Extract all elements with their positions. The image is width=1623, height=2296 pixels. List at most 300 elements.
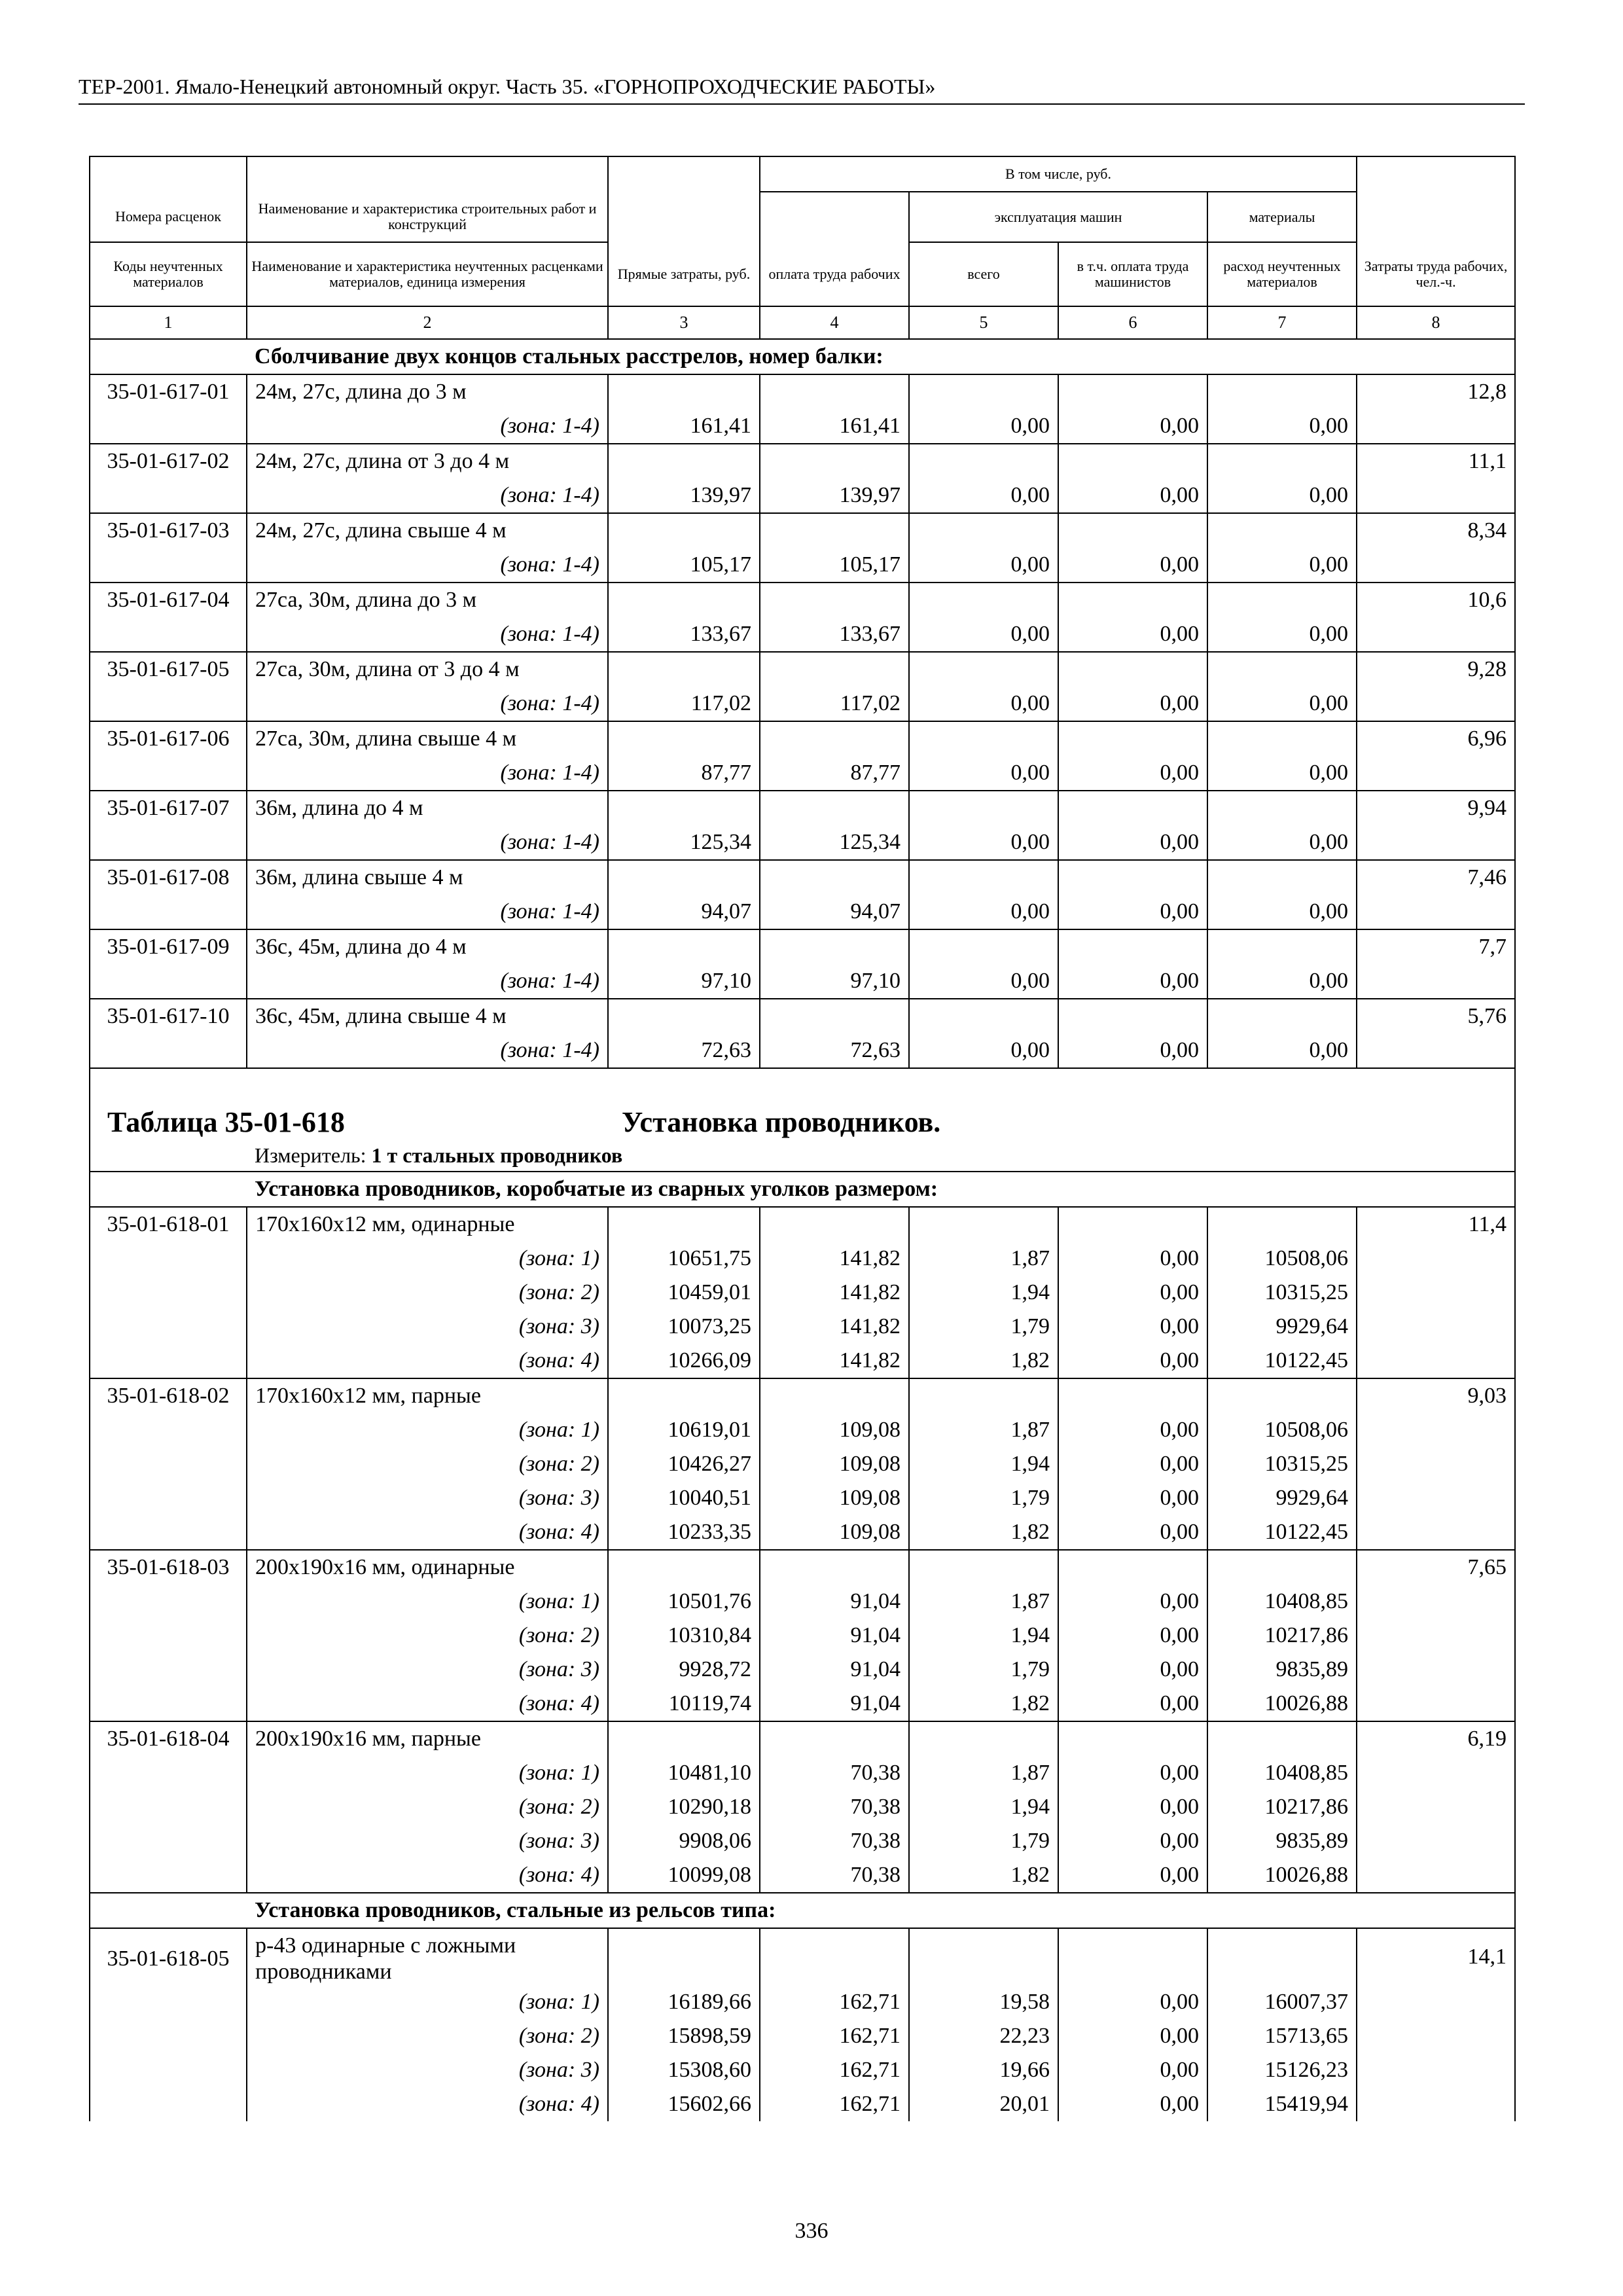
rate-description: 27са, 30м, длина от 3 до 4 м: [247, 652, 608, 687]
blank-cell: [1207, 1721, 1357, 1756]
machines-total: 0,00: [909, 964, 1058, 999]
zone-label: (зона: 2): [247, 1276, 608, 1310]
zone-label: (зона: 2): [247, 1447, 608, 1481]
operator-pay: 0,00: [1058, 756, 1207, 791]
measure: [247, 1142, 1515, 1172]
direct-cost: 15898,59: [608, 2019, 760, 2053]
blank-cell: [909, 583, 1058, 617]
measure-value: 1 т стальных проводников: [371, 1143, 623, 1167]
machines-total: 1,94: [909, 1276, 1058, 1310]
rate-code: 35-01-617-03: [90, 513, 247, 548]
materials-cost: 10026,88: [1207, 1858, 1357, 1893]
direct-cost: 16189,66: [608, 1985, 760, 2019]
labor-pay: 87,77: [760, 756, 909, 791]
materials-cost: 10026,88: [1207, 1687, 1357, 1721]
materials-cost: 0,00: [1207, 756, 1357, 791]
blank-cell: [1357, 548, 1515, 583]
blank-cell: [1207, 1378, 1357, 1413]
blank-cell: [1058, 652, 1207, 687]
machines-total: 1,87: [909, 1585, 1058, 1619]
operator-pay: 0,00: [1058, 2019, 1207, 2053]
col5-header: всего: [909, 242, 1058, 306]
labor-pay: 72,63: [760, 1033, 909, 1068]
blank-cell: [760, 652, 909, 687]
blank-cell: [909, 791, 1058, 825]
blank-cell: [1058, 999, 1207, 1033]
direct-cost: 10099,08: [608, 1858, 760, 1893]
labor-pay: 162,71: [760, 2019, 909, 2053]
section-heading: Сболчивание двух концов стальных расстрелов, номер балки:: [247, 339, 1515, 374]
blank-cell: [909, 1207, 1058, 1242]
blank-cell: [90, 756, 247, 791]
blank-cell: [760, 791, 909, 825]
zone-label: (зона: 3): [247, 1310, 608, 1344]
direct-cost: 10040,51: [608, 1481, 760, 1515]
table-body: [90, 156, 1515, 2121]
zone-label: (зона: 1): [247, 1585, 608, 1619]
blank-cell: [909, 374, 1058, 409]
operator-pay: 0,00: [1058, 1824, 1207, 1858]
machines-total: 1,87: [909, 1756, 1058, 1790]
col-number: 1: [90, 306, 247, 339]
materials-cost: 0,00: [1207, 617, 1357, 652]
blank-cell: [90, 1033, 247, 1068]
blank-cell: [1058, 791, 1207, 825]
col-number: 3: [608, 306, 760, 339]
labor-cost: 14,1: [1357, 1928, 1515, 1985]
rate-code: 35-01-617-01: [90, 374, 247, 409]
direct-cost: 10619,01: [608, 1413, 760, 1447]
materials-cost: 10408,85: [1207, 1585, 1357, 1619]
zone-label: (зона: 2): [247, 1619, 608, 1653]
zone-label: (зона: 3): [247, 1481, 608, 1515]
labor-pay: 70,38: [760, 1858, 909, 1893]
blank-cell: [1357, 1276, 1515, 1310]
header-row-1: [90, 156, 1515, 192]
blank-cell: [608, 860, 760, 895]
labor-cost: 6,19: [1357, 1721, 1515, 1756]
rate-description: 170х160х12 мм, парные: [247, 1378, 608, 1413]
machines-total: 1,94: [909, 1619, 1058, 1653]
zone-row: [90, 2087, 1515, 2121]
operator-pay: 0,00: [1058, 1585, 1207, 1619]
materials-cost: 9835,89: [1207, 1653, 1357, 1687]
operator-pay: 0,00: [1058, 2053, 1207, 2087]
blank-cell: [1357, 1790, 1515, 1824]
operator-pay: 0,00: [1058, 409, 1207, 444]
zone-row: [90, 548, 1515, 583]
operator-pay: 0,00: [1058, 1515, 1207, 1550]
zone-label: (зона: 3): [247, 1653, 608, 1687]
rate-code: 35-01-617-05: [90, 652, 247, 687]
labor-pay: 161,41: [760, 409, 909, 444]
materials-cost: 10217,86: [1207, 1619, 1357, 1653]
blank-cell: [1207, 860, 1357, 895]
blank-cell: [90, 1985, 247, 2019]
machines-total: 1,94: [909, 1790, 1058, 1824]
col-number: 6: [1058, 306, 1207, 339]
operator-pay: 0,00: [1058, 1985, 1207, 2019]
blank-cell: [608, 721, 760, 756]
direct-cost: 10481,10: [608, 1756, 760, 1790]
labor-cost: 10,6: [1357, 583, 1515, 617]
rate-row: [90, 374, 1515, 409]
direct-cost: 10233,35: [608, 1515, 760, 1550]
blank-cell: [1357, 2019, 1515, 2053]
rate-description: 36м, длина свыше 4 м: [247, 860, 608, 895]
incl-group-header: В том числе, руб.: [760, 156, 1357, 192]
labor-pay: 109,08: [760, 1413, 909, 1447]
zone-label: (зона: 1-4): [247, 895, 608, 929]
rate-code: 35-01-618-01: [90, 1207, 247, 1242]
zone-row: [90, 1585, 1515, 1619]
materials-cost: 16007,37: [1207, 1985, 1357, 2019]
machines-total: 1,79: [909, 1310, 1058, 1344]
zone-label: (зона: 1): [247, 1413, 608, 1447]
zone-label: (зона: 1): [247, 1242, 608, 1276]
blank-cell: [760, 1550, 909, 1585]
operator-pay: 0,00: [1058, 1653, 1207, 1687]
page-number: 336: [794, 2219, 829, 2243]
blank-cell: [90, 2019, 247, 2053]
blank-cell: [90, 1242, 247, 1276]
labor-cost: 7,65: [1357, 1550, 1515, 1585]
blank-cell: [760, 1378, 909, 1413]
blank-cell: [90, 1585, 247, 1619]
rate-row: [90, 652, 1515, 687]
materials-cost: 10508,06: [1207, 1242, 1357, 1276]
labor-pay: 117,02: [760, 687, 909, 721]
labor-pay: 91,04: [760, 1687, 909, 1721]
machines-total: 0,00: [909, 548, 1058, 583]
blank-cell: [90, 409, 247, 444]
zone-label: (зона: 4): [247, 1344, 608, 1378]
labor-pay: 70,38: [760, 1824, 909, 1858]
direct-cost: 9908,06: [608, 1824, 760, 1858]
blank-cell: [90, 895, 247, 929]
blank-cell: [90, 1756, 247, 1790]
blank-cell: [608, 1550, 760, 1585]
blank-cell: [90, 2087, 247, 2121]
operator-pay: 0,00: [1058, 1481, 1207, 1515]
blank-cell: [909, 1721, 1058, 1756]
direct-cost: 10073,25: [608, 1310, 760, 1344]
rate-code: 35-01-618-03: [90, 1550, 247, 1585]
machines-total: 19,66: [909, 2053, 1058, 2087]
blank-cell: [90, 617, 247, 652]
table-title-row: [90, 1068, 1515, 1142]
machines-total: 0,00: [909, 895, 1058, 929]
materials-cost: 10315,25: [1207, 1447, 1357, 1481]
zone-row: [90, 409, 1515, 444]
blank-cell: [90, 548, 247, 583]
column-number-row: [90, 306, 1515, 339]
blank-cell: [1207, 583, 1357, 617]
col1-bottom-header: Коды неучтенных материалов: [90, 242, 247, 306]
table-title: [90, 1068, 1515, 1142]
zone-row: [90, 1687, 1515, 1721]
blank-cell: [1207, 1928, 1357, 1985]
materials-cost: 10408,85: [1207, 1756, 1357, 1790]
operator-pay: 0,00: [1058, 1344, 1207, 1378]
machines-total: 0,00: [909, 1033, 1058, 1068]
materials-cost: 10122,45: [1207, 1515, 1357, 1550]
direct-cost: 10266,09: [608, 1344, 760, 1378]
rate-code: 35-01-617-08: [90, 860, 247, 895]
operator-pay: 0,00: [1058, 1276, 1207, 1310]
direct-cost: 9928,72: [608, 1653, 760, 1687]
zone-row: [90, 825, 1515, 860]
materials-cost: 10315,25: [1207, 1276, 1357, 1310]
zone-row: [90, 1858, 1515, 1893]
zone-row: [90, 1985, 1515, 2019]
blank-cell: [1357, 964, 1515, 999]
labor-pay: 70,38: [760, 1790, 909, 1824]
blank-cell: [1058, 374, 1207, 409]
direct-cost: 87,77: [608, 756, 760, 791]
blank-cell: [1357, 2087, 1515, 2121]
blank-cell: [1357, 1653, 1515, 1687]
rate-code: 35-01-618-05: [90, 1928, 247, 1985]
machines-total: 0,00: [909, 825, 1058, 860]
direct-cost: 117,02: [608, 687, 760, 721]
section-heading-row: [90, 339, 1515, 374]
blank-cell: [1207, 1550, 1357, 1585]
labor-pay: 125,34: [760, 825, 909, 860]
labor-pay: 141,82: [760, 1242, 909, 1276]
zone-label: (зона: 4): [247, 1515, 608, 1550]
blank-cell: [1357, 1481, 1515, 1515]
zone-label: (зона: 3): [247, 1824, 608, 1858]
labor-pay: 141,82: [760, 1344, 909, 1378]
zone-label: (зона: 1-4): [247, 825, 608, 860]
measure-row: [90, 1142, 1515, 1172]
running-header: ТЕР-2001. Ямало-Ненецкий автономный округ. Часть 35. «ГОРНОПРОХОДЧЕСКИЕ РАБОТЫ»: [79, 73, 1525, 105]
blank-cell: [1207, 721, 1357, 756]
zone-label: (зона: 3): [247, 2053, 608, 2087]
zone-row: [90, 1413, 1515, 1447]
direct-cost: 125,34: [608, 825, 760, 860]
zone-row: [90, 1481, 1515, 1515]
operator-pay: 0,00: [1058, 1447, 1207, 1481]
zone-label: (зона: 1-4): [247, 548, 608, 583]
zone-label: (зона: 2): [247, 1790, 608, 1824]
col4-header: оплата труда рабочих: [760, 242, 909, 306]
blank-cell: [1058, 721, 1207, 756]
zone-row: [90, 1619, 1515, 1653]
blank-cell: [90, 1687, 247, 1721]
blank-cell: [608, 583, 760, 617]
blank-cell: [1058, 1378, 1207, 1413]
blank-cell: [1357, 1344, 1515, 1378]
zone-row: [90, 2053, 1515, 2087]
direct-cost: 105,17: [608, 548, 760, 583]
zone-label: (зона: 1-4): [247, 617, 608, 652]
rate-row: [90, 1721, 1515, 1756]
blank-cell: [90, 964, 247, 999]
operator-pay: 0,00: [1058, 1413, 1207, 1447]
rate-code: 35-01-617-10: [90, 999, 247, 1033]
blank-cell: [909, 1378, 1058, 1413]
direct-cost: 15602,66: [608, 2087, 760, 2121]
machines-total: 20,01: [909, 2087, 1058, 2121]
blank-cell: [1357, 478, 1515, 513]
zone-row: [90, 1344, 1515, 1378]
blank-cell: [1357, 895, 1515, 929]
blank-cell: [90, 1413, 247, 1447]
operator-pay: 0,00: [1058, 687, 1207, 721]
labor-pay: 162,71: [760, 1985, 909, 2019]
section-heading: Установка проводников, коробчатые из сварных уголков размером:: [247, 1172, 1515, 1207]
machines-total: 0,00: [909, 756, 1058, 791]
direct-cost: 10119,74: [608, 1687, 760, 1721]
operator-pay: 0,00: [1058, 548, 1207, 583]
zone-row: [90, 756, 1515, 791]
rate-description: 170х160х12 мм, одинарные: [247, 1207, 608, 1242]
operator-pay: 0,00: [1058, 1756, 1207, 1790]
blank-cell: [90, 825, 247, 860]
blank-cell: [90, 1653, 247, 1687]
rate-code: 35-01-617-02: [90, 444, 247, 478]
machines-total: 1,82: [909, 1858, 1058, 1893]
rate-description: 24м, 27с, длина до 3 м: [247, 374, 608, 409]
labor-pay: 133,67: [760, 617, 909, 652]
blank-cell: [760, 1721, 909, 1756]
materials-cost: 0,00: [1207, 687, 1357, 721]
operator-pay: 0,00: [1058, 895, 1207, 929]
materials-cost: 15419,94: [1207, 2087, 1357, 2121]
blank-cell: [760, 721, 909, 756]
machines-total: 1,79: [909, 1653, 1058, 1687]
direct-cost: 139,97: [608, 478, 760, 513]
materials-cost: 15713,65: [1207, 2019, 1357, 2053]
machines-total: 22,23: [909, 2019, 1058, 2053]
blank-cell: [1357, 617, 1515, 652]
machines-total: 0,00: [909, 409, 1058, 444]
blank-cell: [608, 999, 760, 1033]
blank-cell: [1357, 756, 1515, 791]
col7-header: расход неучтенных материалов: [1207, 242, 1357, 306]
blank-cell: [90, 1142, 247, 1172]
blank-cell: [1058, 583, 1207, 617]
blank-cell: [1207, 999, 1357, 1033]
labor-pay: 109,08: [760, 1447, 909, 1481]
operator-pay: 0,00: [1058, 1242, 1207, 1276]
blank-cell: [1357, 687, 1515, 721]
direct-cost: 161,41: [608, 409, 760, 444]
col2-bottom-header: Наименование и характеристика неучтенных расценками материалов, единица измерения: [247, 242, 608, 306]
direct-cost: 97,10: [608, 964, 760, 999]
rate-code: 35-01-618-04: [90, 1721, 247, 1756]
rate-row: [90, 513, 1515, 548]
rate-code: 35-01-617-04: [90, 583, 247, 617]
labor-cost: 7,46: [1357, 860, 1515, 895]
blank-cell: [608, 444, 760, 478]
blank-cell: [1207, 791, 1357, 825]
rate-description: 24м, 27с, длина от 3 до 4 м: [247, 444, 608, 478]
blank-cell: [608, 374, 760, 409]
rate-row: [90, 444, 1515, 478]
zone-row: [90, 1276, 1515, 1310]
materials-cost: 9929,64: [1207, 1481, 1357, 1515]
blank-cell: [1357, 1585, 1515, 1619]
rates-table: [89, 156, 1516, 2121]
labor-pay: 91,04: [760, 1585, 909, 1619]
operator-pay: 0,00: [1058, 1310, 1207, 1344]
rate-row: [90, 1378, 1515, 1413]
materials-cost: 0,00: [1207, 478, 1357, 513]
labor-cost: 9,03: [1357, 1378, 1515, 1413]
zone-label: (зона: 1-4): [247, 964, 608, 999]
zone-row: [90, 617, 1515, 652]
rate-row: [90, 791, 1515, 825]
labor-pay: 70,38: [760, 1756, 909, 1790]
blank-cell: [760, 374, 909, 409]
direct-cost: 10459,01: [608, 1276, 760, 1310]
blank-cell: [90, 1310, 247, 1344]
materials-cost: 0,00: [1207, 825, 1357, 860]
direct-cost: 94,07: [608, 895, 760, 929]
machines-total: 1,82: [909, 1687, 1058, 1721]
rate-description: 27са, 30м, длина свыше 4 м: [247, 721, 608, 756]
blank-cell: [1357, 1515, 1515, 1550]
blank-cell: [909, 513, 1058, 548]
zone-label: (зона: 1): [247, 1985, 608, 2019]
zone-row: [90, 895, 1515, 929]
col-number: 7: [1207, 306, 1357, 339]
col-number: 8: [1357, 306, 1515, 339]
zone-label: (зона: 4): [247, 2087, 608, 2121]
materials-cost: 10217,86: [1207, 1790, 1357, 1824]
direct-cost: 10501,76: [608, 1585, 760, 1619]
labor-pay: 141,82: [760, 1276, 909, 1310]
direct-cost: 72,63: [608, 1033, 760, 1068]
section-heading: Установка проводников, стальные из рельсов типа:: [247, 1893, 1515, 1928]
blank-cell: [90, 1481, 247, 1515]
zone-row: [90, 1515, 1515, 1550]
col-number: 5: [909, 306, 1058, 339]
materials-cost: 9929,64: [1207, 1310, 1357, 1344]
table-name: Установка проводников.: [622, 1106, 941, 1138]
blank-cell: [1357, 1447, 1515, 1481]
labor-pay: 97,10: [760, 964, 909, 999]
col-number: 4: [760, 306, 909, 339]
rate-code: 35-01-617-07: [90, 791, 247, 825]
rate-description: 200х190х16 мм, парные: [247, 1721, 608, 1756]
materials-cost: 10508,06: [1207, 1413, 1357, 1447]
blank-cell: [90, 1790, 247, 1824]
materials-cost: 0,00: [1207, 409, 1357, 444]
materials-cost: 0,00: [1207, 964, 1357, 999]
labor-cost: 6,96: [1357, 721, 1515, 756]
blank-cell: [1357, 1619, 1515, 1653]
materials-cost: 0,00: [1207, 548, 1357, 583]
blank-cell: [608, 791, 760, 825]
labor-pay: 91,04: [760, 1653, 909, 1687]
blank-cell: [909, 1928, 1058, 1985]
col1-top-header: Номера расценок: [90, 192, 247, 242]
blank-cell: [90, 1893, 247, 1928]
measure-label: Измеритель:: [255, 1143, 366, 1167]
blank-cell: [1357, 1985, 1515, 2019]
operator-pay: 0,00: [1058, 617, 1207, 652]
labor-pay: 109,08: [760, 1481, 909, 1515]
rate-description: 200х190х16 мм, одинарные: [247, 1550, 608, 1585]
blank-cell: [1357, 2053, 1515, 2087]
labor-cost: 9,94: [1357, 791, 1515, 825]
blank-cell: [1357, 1858, 1515, 1893]
zone-row: [90, 478, 1515, 513]
